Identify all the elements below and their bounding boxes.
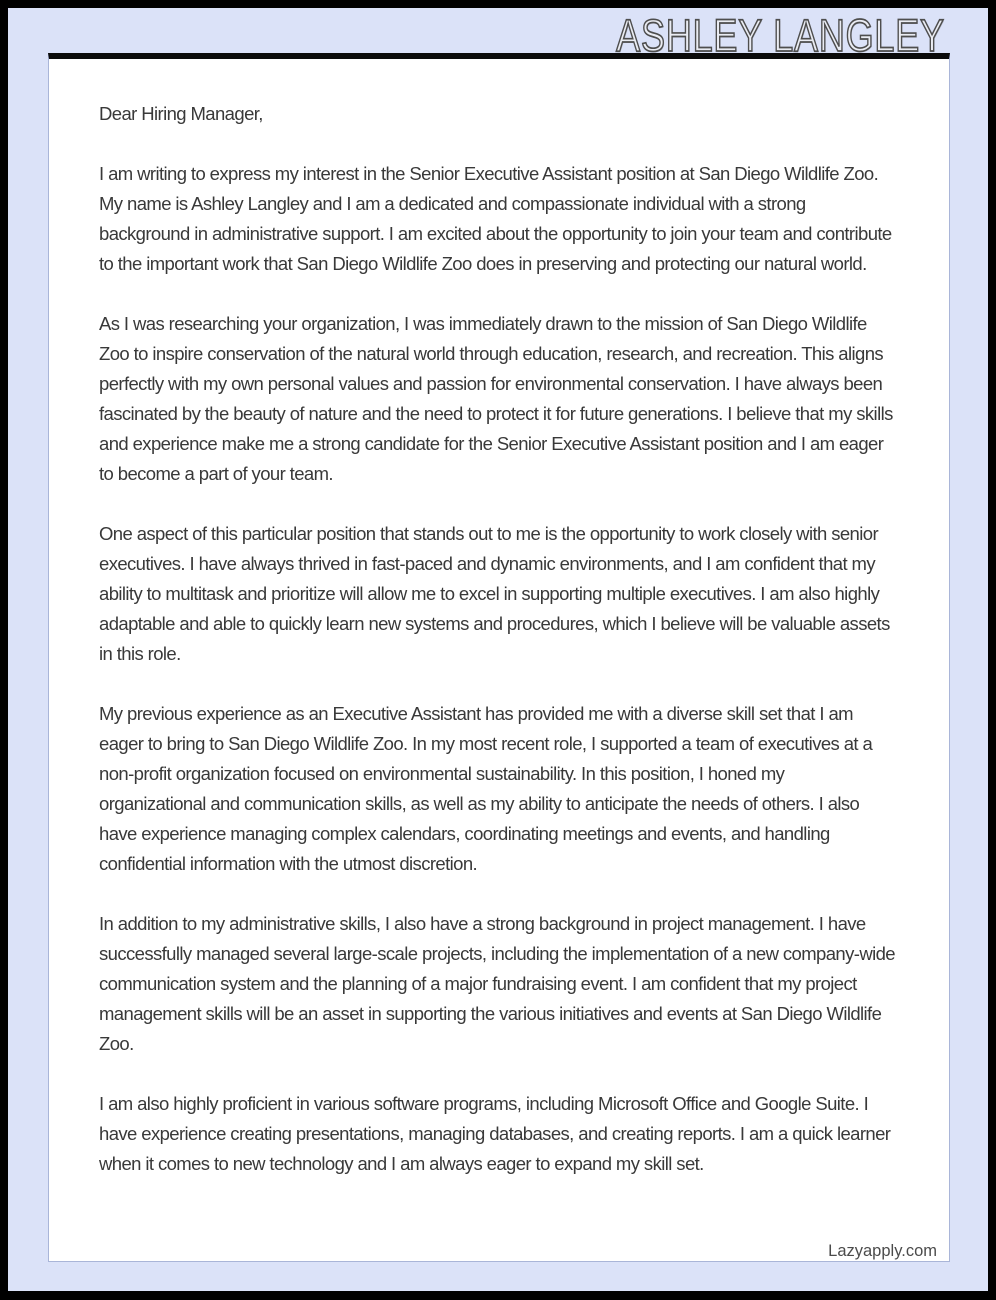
paragraph-mission: As I was researching your organization, I was immediately drawn to the mission of San Diego Wildlife Zoo to inspire conservation of the natural world through education, research, and recreation. This aligns perfectly with my own personal values and passion for environmental conservation. I have always been fascinated by the beauty of nature and the need to protect it for future generations. I believe that my skills and experience make me a strong candidate for the Senior Executive Assistant position and I am eager to become a part of your team.: [99, 313, 893, 484]
paragraph-intro: I am writing to express my interest in the Senior Executive Assistant position at San Diego Wildlife Zoo. My name is Ashley Langley and I am a dedicated and compassionate individual with a strong background in administrative support. I am excited about the opportunity to join your team and contribute to the important work that San Diego Wildlife Zoo does in preserving and protecting our natural world.: [99, 163, 892, 274]
paragraph-software-skills: I am also highly proficient in various software programs, including Microsoft Office and Google Suite. I have experience creating presentations, managing databases, and creating reports. I am a quick learner when it comes to new technology and I am always eager to expand my skill set.: [99, 1093, 891, 1174]
paragraph-project-management: In addition to my administrative skills, I also have a strong background in project management. I have successfully managed several large-scale projects, including the implementation of a new company-wide communication system and the planning of a major fundraising event. I am confident that my project management skills will be an asset in supporting the various initiatives and events at San Diego Wildlife Zoo.: [99, 913, 895, 1054]
letter-body: [49, 59, 949, 1179]
paragraph-position-fit: One aspect of this particular position that stands out to me is the opportunity to work closely with senior executives. I have always thrived in fast-paced and dynamic environments, and I am confident that my ability to multitask and prioritize will allow me to excel in supporting multiple executives. I am also highly adaptable and able to quickly learn new systems and procedures, which I believe will be valuable assets in this role.: [99, 523, 890, 664]
paragraph-experience: My previous experience as an Executive Assistant has provided me with a diverse skill set that I am eager to bring to San Diego Wildlife Zoo. In my most recent role, I supported a team of executives at a non-profit organization focused on environmental sustainability. In this position, I honed my organizational and communication skills, as well as my ability to anticipate the needs of others. I also have experience managing complex calendars, coordinating meetings and events, and handling confidential information with the utmost discretion.: [99, 703, 873, 874]
greeting: Dear Hiring Manager,: [99, 103, 263, 124]
lazyapply-watermark: Lazyapply.com: [828, 1242, 937, 1260]
letter-sheet: [48, 53, 950, 1262]
author-name: ASHLEY LANGLEY: [616, 10, 945, 61]
